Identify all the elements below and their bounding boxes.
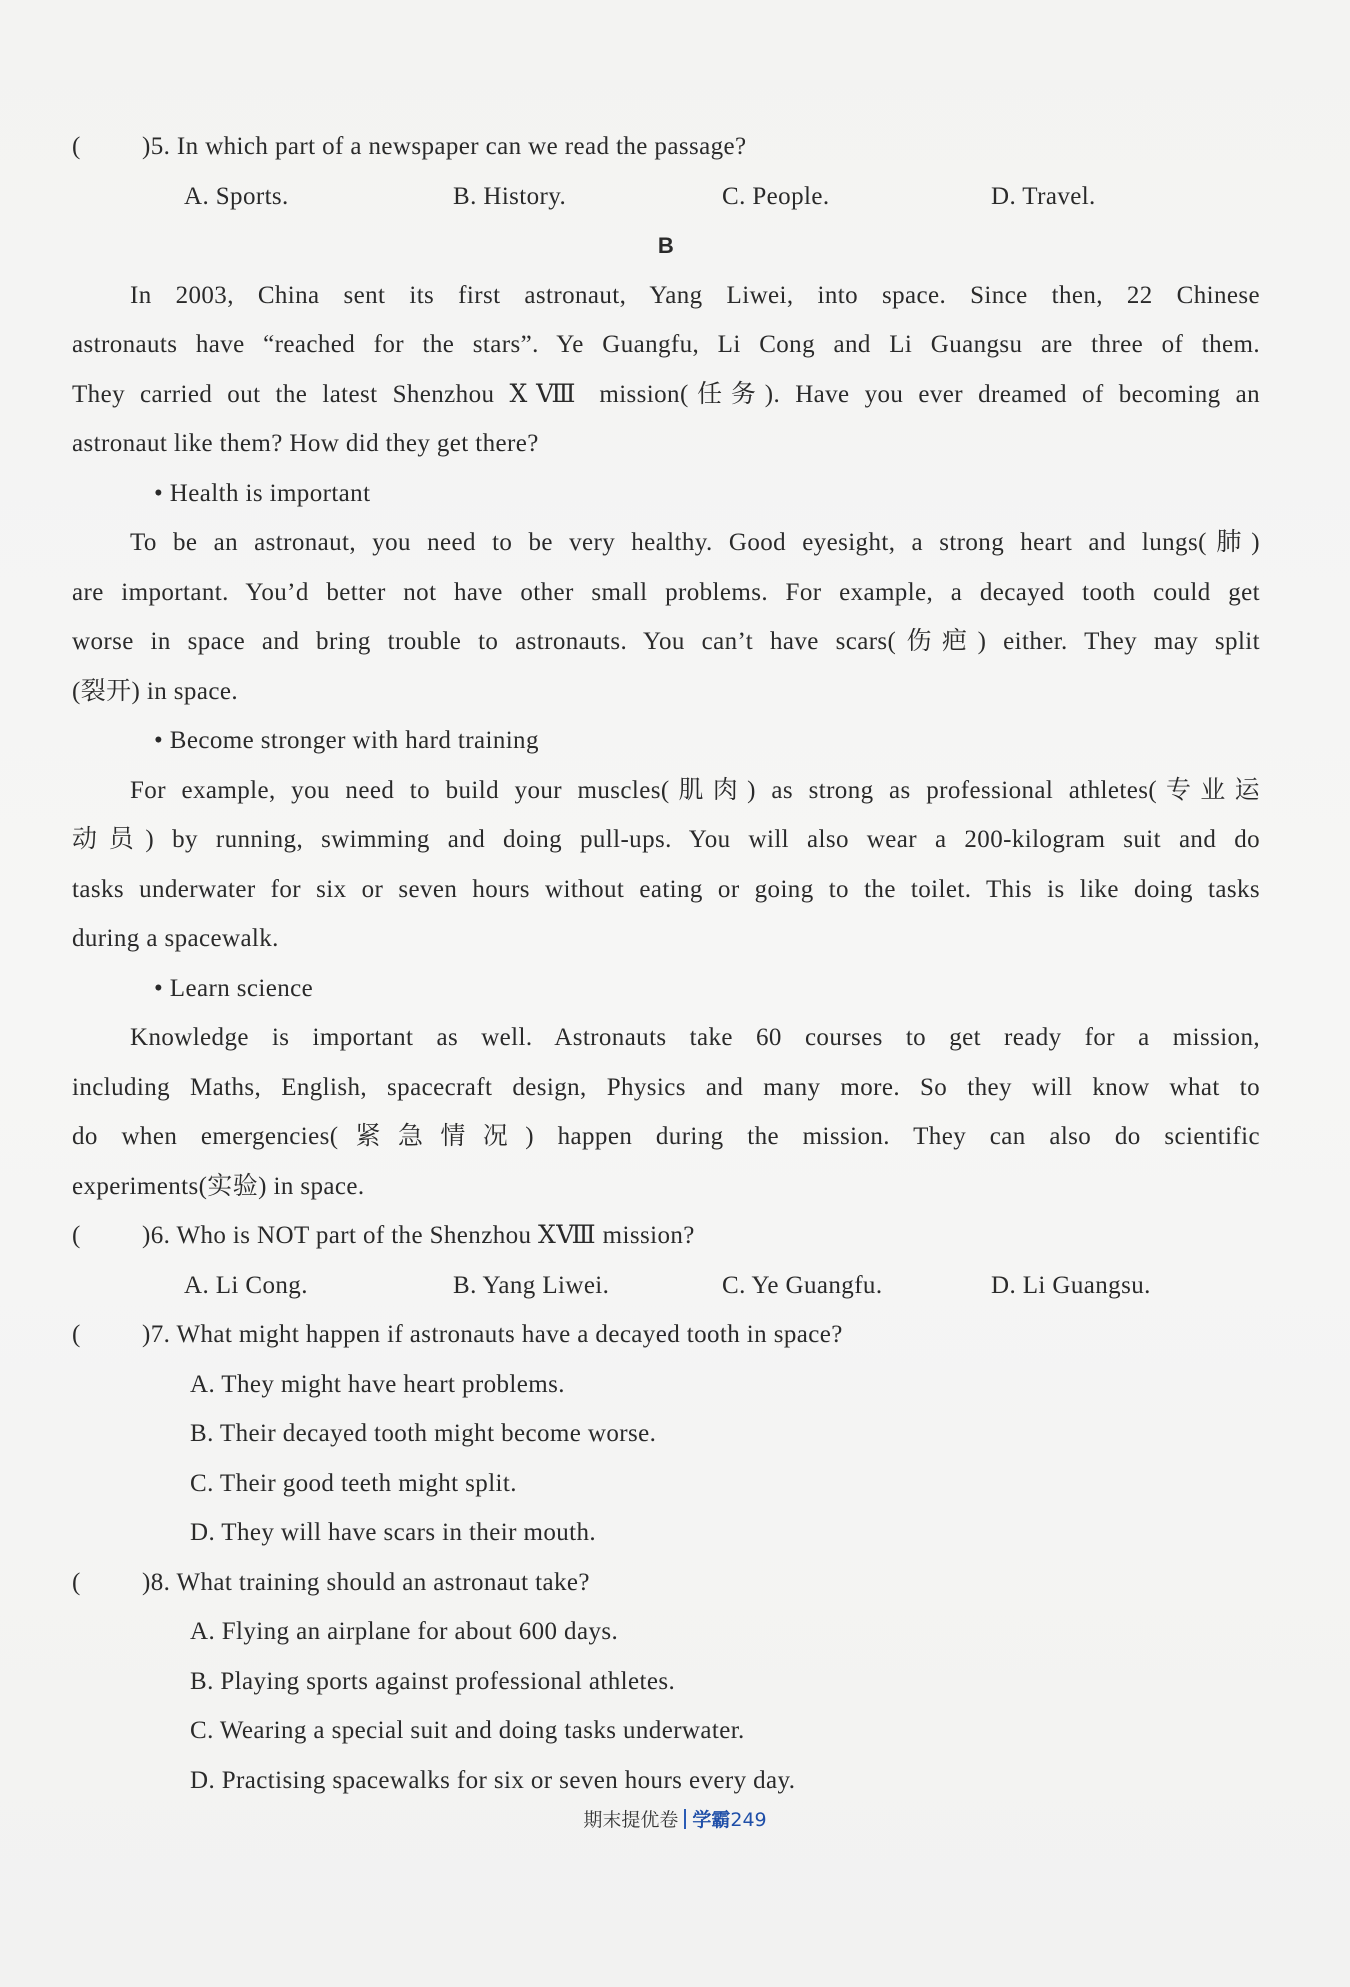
passage-line: tasks underwater for six or seven hours without eating or going to the toilet. This is like doing tasks (72, 875, 1260, 903)
question-7 (72, 1310, 1260, 1360)
passage-line: are important. You’d better not have other small problems. For example, a decayed tooth could get (72, 578, 1260, 606)
option-c: C. Wearing a special suit and doing tasks underwater. (190, 1717, 745, 1744)
passage-line: experiments(实验) in space. (72, 1172, 365, 1200)
passage-line: do when emergencies(紧急情况) happen during the mission. They can also do scientific (72, 1123, 1260, 1150)
passage-line: during a spacewalk. (72, 925, 279, 952)
passage-line: To be an astronaut, you need to be very healthy. Good eyesight, a strong heart and lungs(肺) (130, 529, 1260, 556)
passage-line: For example, you need to build your muscles(肌肉) as strong as professional athletes(专业运 (130, 776, 1260, 804)
passage-line: (裂开) in space. (72, 677, 238, 705)
answer-blank[interactable]: ( (72, 133, 81, 160)
option-a: A. They might have heart problems. (190, 1370, 565, 1398)
option-c: C. People. (722, 182, 830, 210)
answer-blank[interactable]: ( (72, 1222, 81, 1249)
footer-brand: 学霸 (692, 1809, 731, 1831)
passage-line: They carried out the latest Shenzhou ⅩⅧ mission(任务). Have you ever dreamed of becoming an (72, 380, 1260, 408)
option-d: D. Li Guangsu. (991, 1271, 1151, 1299)
passage-line: worse in space and bring trouble to astronauts. You can’t have scars(伤疤) either. They may split (72, 628, 1260, 655)
option-b: B. Their decayed tooth might become worse. (190, 1420, 657, 1447)
option-a: A. Flying an airplane for about 600 days. (190, 1618, 619, 1645)
footer-divider (684, 1809, 686, 1829)
passage-line: astronauts have “reached for the stars”. Ye Guangfu, Li Cong and Li Guangsu are three of them. (72, 331, 1260, 358)
question-text: )5. In which part of a newspaper can we read the passage? (142, 133, 747, 160)
section-heading: B (657, 233, 675, 258)
passage-line: including Maths, English, spacecraft design, Physics and many more. So they will know what to (72, 1073, 1260, 1101)
passage-line: 动员) by running, swimming and doing pull-ups. You will also wear a 200-kilogram suit and do (72, 826, 1260, 853)
question-text: )8. What training should an astronaut take? (142, 1568, 590, 1596)
question-5 (72, 122, 1260, 172)
footer-series: 期末提优卷 (583, 1809, 679, 1831)
question-6 (72, 1211, 1260, 1261)
page-number: 249 (730, 1809, 767, 1831)
option-c: C. Ye Guangfu. (722, 1271, 883, 1299)
question-text: )6. Who is NOT part of the Shenzhou ⅩⅧ mission? (142, 1222, 695, 1249)
passage-line: Knowledge is important as well. Astronauts take 60 courses to get ready for a mission, (130, 1024, 1260, 1051)
question-6-options (72, 1261, 1260, 1311)
answer-blank[interactable]: ( (72, 1568, 81, 1596)
option-d: D. Travel. (991, 182, 1096, 210)
option-b: B. Playing sports against professional athletes. (190, 1667, 676, 1695)
question-5-options (72, 172, 1260, 222)
passage-line: astronaut like them? How did they get there? (72, 430, 539, 457)
option-d: D. Practising spacewalks for six or seven hours every day. (190, 1766, 796, 1794)
page-content (72, 122, 1260, 1805)
question-text: )7. What might happen if astronauts have a decayed tooth in space? (142, 1321, 843, 1348)
subheading-training: • Become stronger with hard training (154, 727, 539, 754)
subheading-health: • Health is important (154, 479, 371, 507)
option-d: D. They will have scars in their mouth. (190, 1519, 597, 1546)
question-8 (72, 1558, 1260, 1608)
option-b: B. History. (453, 182, 567, 210)
passage-line: In 2003, China sent its first astronaut, Yang Liwei, into space. Since then, 22 Chinese (130, 281, 1260, 309)
option-a: A. Li Cong. (184, 1271, 308, 1299)
option-c: C. Their good teeth might split. (190, 1469, 517, 1497)
answer-blank[interactable]: ( (72, 1321, 81, 1348)
page-footer (0, 1805, 1350, 1832)
option-a: A. Sports. (184, 182, 289, 210)
option-b: B. Yang Liwei. (453, 1271, 610, 1299)
subheading-science: • Learn science (154, 974, 314, 1002)
